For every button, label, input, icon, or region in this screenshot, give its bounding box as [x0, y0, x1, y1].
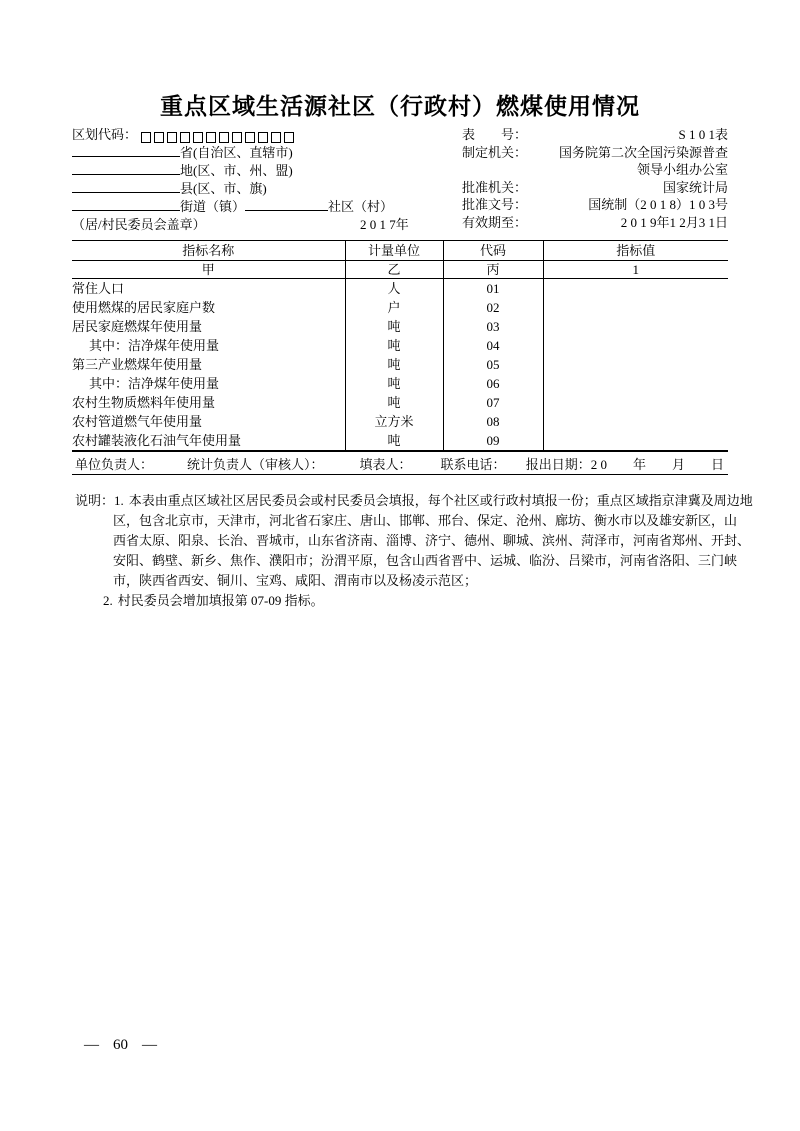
subheader-1: 1: [543, 261, 728, 279]
stats-leader-label: 统计负责人（审核人）：: [187, 456, 324, 472]
table-row: [72, 317, 728, 336]
community-blank-line: [245, 198, 328, 211]
indicator-name: 居民家庭燃煤年使用量: [72, 319, 203, 334]
indicator-value: [543, 431, 728, 451]
form-no-label: 表 号：: [462, 127, 528, 142]
code-box: [167, 132, 177, 143]
subheader-bing: 丙: [443, 261, 543, 279]
indicator-unit: 人: [345, 279, 443, 299]
report-year: 2 0 1 7年: [360, 217, 409, 232]
indicator-table: [72, 240, 728, 452]
prefecture-label: 地(区、市、州、盟): [180, 163, 293, 178]
valid-until-value: 2 0 1 9年1 2月3 1日: [620, 214, 728, 230]
indicator-value: [543, 355, 728, 374]
table-row: [72, 393, 728, 412]
notes-label: 说明：: [75, 493, 115, 508]
page-title: 重点区域生活源社区（行政村）燃煤使用情况: [160, 94, 640, 119]
street-blank-line: [72, 198, 180, 211]
seal-note: （居/村民委员会盖章）: [72, 217, 206, 232]
indicator-name: 其中：洁净煤年使用量: [89, 376, 220, 391]
note-2-number: 2.: [103, 593, 113, 608]
indicator-code: 08: [443, 412, 543, 431]
form-meta: [462, 126, 728, 231]
indicator-name: 其中：洁净煤年使用量: [89, 338, 220, 353]
indicator-name: 农村管道燃气年使用量: [72, 414, 203, 429]
indicator-unit: 立方米: [345, 412, 443, 431]
county-blank-line: [72, 180, 180, 193]
street-label: 街道（镇）: [180, 199, 246, 214]
col-header-indicator-name: 指标名称: [72, 241, 345, 261]
valid-until-row: [462, 214, 728, 232]
page-number-right-dash: —: [142, 1037, 157, 1053]
county-label: 县(区、市、旗): [180, 181, 267, 196]
doc-no-row: [462, 196, 728, 214]
note-2-text: 村民委员会增加填报第 07-09 指标。: [117, 593, 324, 608]
region-code-boxes: [141, 127, 297, 145]
code-box: [180, 132, 190, 143]
indicator-code: 09: [443, 431, 543, 451]
form-no-row: [462, 126, 728, 144]
note-item-1-line-5: 市，陕西省西安、铜川、宝鸡、咸阳、渭南市以及杨凌示范区；: [113, 573, 478, 588]
indicator-unit: 吨: [345, 393, 443, 412]
table-row: [72, 431, 728, 451]
indicator-name: 常住人口: [72, 281, 125, 296]
code-box: [258, 132, 268, 143]
note-item-1-line-1: [72, 491, 753, 511]
form-no-value: S 1 0 1表: [678, 127, 728, 142]
table-subheader-row: [72, 261, 728, 279]
table-row: [72, 374, 728, 393]
note-item-1-line-3: 西省太原、阳泉、长治、晋城市，山东省济南、淄博、济宁、德州、聊城、滨州、菏泽市，河南省郑州、开封、: [113, 533, 751, 548]
note-1-number: 1.: [114, 493, 124, 508]
note-item-2: [72, 591, 728, 611]
subheader-jia: 甲: [72, 261, 345, 279]
indicator-unit: 吨: [345, 374, 443, 393]
indicator-value: [543, 279, 728, 299]
valid-until-label: 有效期至：: [462, 214, 528, 230]
indicator-code: 02: [443, 298, 543, 317]
code-box: [206, 132, 216, 143]
indicator-value: [543, 393, 728, 412]
indicator-unit: 户: [345, 298, 443, 317]
indicator-unit: 吨: [345, 317, 443, 336]
code-box: [193, 132, 203, 143]
indicator-value: [543, 374, 728, 393]
indicator-name: 第三产业燃煤年使用量: [72, 357, 203, 372]
code-box: [245, 132, 255, 143]
province-blank-line: [72, 144, 180, 157]
code-box: [284, 132, 294, 143]
indicator-code: 03: [443, 317, 543, 336]
region-code-label: 区划代码：: [72, 127, 138, 142]
indicator-code: 04: [443, 336, 543, 355]
table-row: [72, 355, 728, 374]
indicator-code: 05: [443, 355, 543, 374]
indicator-value: [543, 336, 728, 355]
doc-no-label: 批准文号：: [462, 197, 528, 212]
table-header-row: [72, 241, 728, 261]
indicator-name: 农村生物质燃料年使用量: [72, 395, 216, 410]
unit-leader-label: 单位负责人：: [75, 456, 154, 472]
maker-value-line2: 领导小组办公室: [636, 162, 728, 177]
report-date-label: 报出日期：2 0 年 月 日: [525, 456, 724, 472]
indicator-value: [543, 412, 728, 431]
form-filler-label: 填表人：: [359, 456, 412, 472]
approver-value: 国家统计局: [662, 179, 728, 195]
indicator-value: [543, 317, 728, 336]
form-header: [72, 126, 728, 234]
maker-row-2: [462, 161, 728, 179]
maker-row: [462, 144, 728, 162]
doc-no-value: 国统制（2 0 1 8）1 0 3号: [588, 197, 728, 212]
note-item-1-line-2: 区，包含北京市，天津市，河北省石家庄、唐山、邯郸、邢台、保定、沧州、廊坊、衡水市以及雄安新区，山: [113, 513, 738, 528]
code-box: [141, 132, 151, 143]
approver-label: 批准机关：: [462, 179, 528, 195]
indicator-value: [543, 298, 728, 317]
community-label: 社区（村）: [328, 199, 394, 214]
maker-label: 制定机关：: [462, 144, 528, 160]
phone-label: 联系电话：: [440, 456, 506, 472]
indicator-name: 使用燃煤的居民家庭户数: [72, 300, 216, 315]
indicator-code: 07: [443, 393, 543, 412]
table-row: [72, 279, 728, 299]
indicator-code: 01: [443, 279, 543, 299]
province-label: 省(自治区、直辖市): [180, 145, 293, 160]
note-item-1-line-4: 安阳、鹤壁、新乡、焦作、濮阳市；汾渭平原，包含山西省晋中、运城、临汾、吕梁市，河南省洛阳、三门峡: [113, 553, 738, 568]
indicator-unit: 吨: [345, 355, 443, 374]
subheader-yi: 乙: [345, 261, 443, 279]
page-number-left-dash: —: [84, 1037, 99, 1053]
code-box: [232, 132, 242, 143]
code-box: [219, 132, 229, 143]
col-header-code: 代码: [443, 241, 543, 261]
maker-value-line1: 国务院第二次全国污染源普查: [558, 144, 728, 160]
indicator-code: 06: [443, 374, 543, 393]
col-header-unit: 计量单位: [345, 241, 443, 261]
signature-row: [72, 452, 728, 475]
indicator-name: 农村罐装液化石油气年使用量: [72, 433, 242, 448]
table-row: [72, 412, 728, 431]
note-1-text: 本表由重点区域社区居民委员会或村民委员会填报，每个社区或行政村填报一份；重点区域指京津冀及周边地: [128, 493, 753, 508]
code-box: [271, 132, 281, 143]
table-row: [72, 336, 728, 355]
col-header-value: 指标值: [543, 241, 728, 261]
indicator-unit: 吨: [345, 336, 443, 355]
page-number: [84, 1037, 157, 1054]
approver-row: [462, 179, 728, 197]
notes-section: [72, 491, 753, 611]
page-number-value: 60: [113, 1037, 128, 1053]
indicator-unit: 吨: [345, 431, 443, 451]
table-row: [72, 298, 728, 317]
code-box: [154, 132, 164, 143]
prefecture-blank-line: [72, 162, 180, 175]
